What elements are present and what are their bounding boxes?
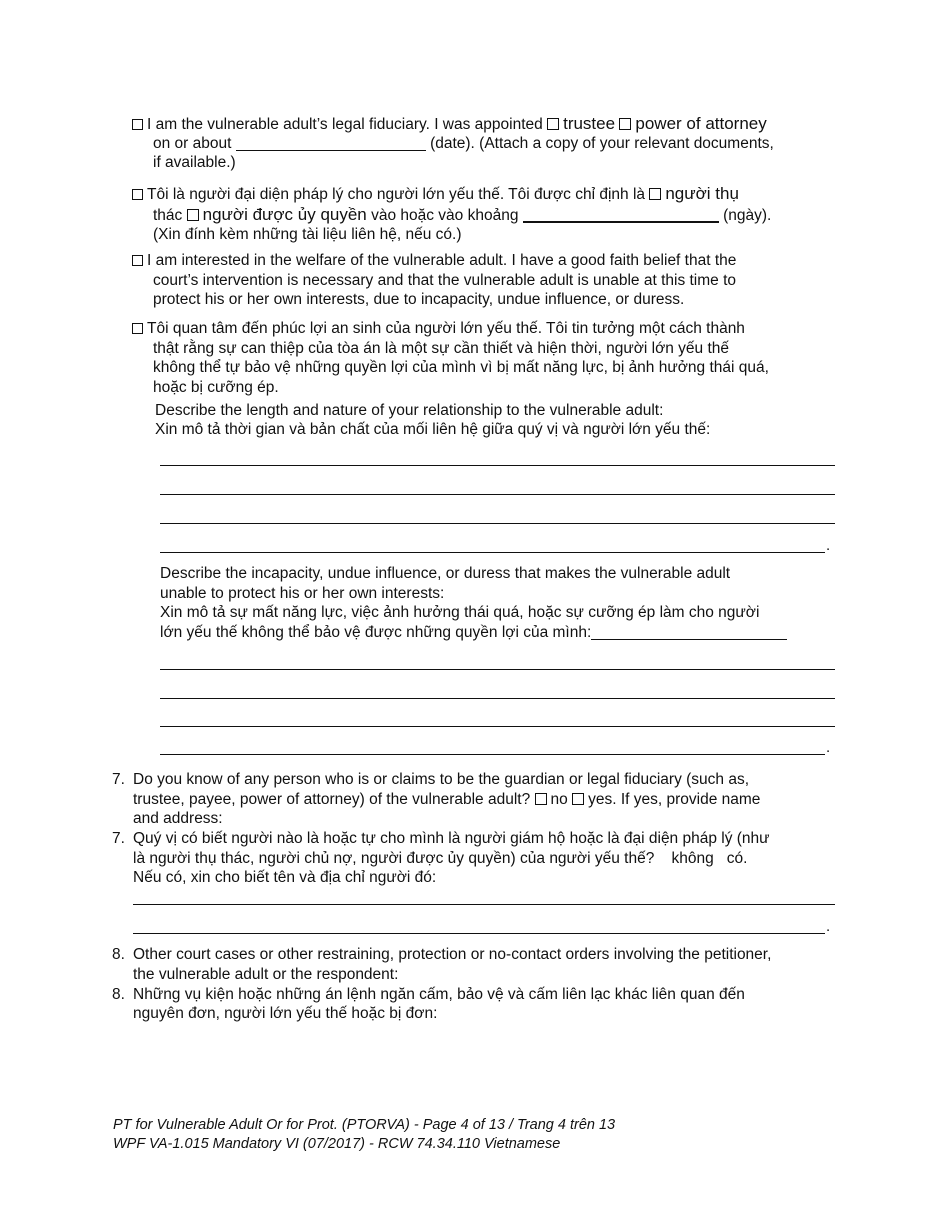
question-7-vi-line2: là người thụ thác, người chủ nợ, người được ủy quyền) của người yếu thế?	[133, 850, 655, 867]
question-number: 8.	[112, 986, 125, 1003]
q7-vi-no-label[interactable]: không	[671, 850, 714, 867]
relationship-answer-line[interactable]	[160, 465, 835, 466]
interested-vi-line2: thật rằng sự can thiệp của tòa án là một sự cần thiết và hiện thời, người lớn yếu thế	[153, 340, 730, 357]
footer-line2: WPF VA-1.015 Mandatory VI (07/2017) - RCW 74.34.110 Vietnamese	[113, 1136, 561, 1152]
fiduciary-vi-date-label: vào hoặc vào khoảng	[371, 207, 519, 224]
relationship-answer-line[interactable]	[160, 523, 835, 524]
question-8-vi-line1: Những vụ kiện hoặc những án lệnh ngăn cấm, bảo vệ và cấm liên lạc khác liên quan đến	[133, 986, 745, 1003]
fiduciary-vi-date-unit: (ngày).	[723, 207, 772, 224]
trustee-vi-label-cont: thác	[153, 207, 183, 224]
incapacity-prompt-vi1: Xin mô tả sự mất năng lực, việc ảnh hưởng thái quá, hoặc sự cưỡng ép làm cho người	[160, 604, 760, 621]
q7-vi-yes-label[interactable]: có.	[726, 850, 748, 867]
interested-en-line2: court’s intervention is necessary and that the vulnerable adult is unable at this time to	[153, 272, 737, 289]
interested-vi-line1: Tôi quan tâm đến phúc lợi an sinh của người lớn yếu thế. Tôi tin tưởng một cách thành	[147, 320, 745, 337]
incapacity-period: .	[826, 739, 831, 756]
power-of-attorney-vi-label: người được ủy quyền	[202, 205, 367, 224]
question-7-period: .	[826, 918, 831, 935]
question-7-en-line3: and address:	[133, 810, 223, 827]
fiduciary-en-date-field[interactable]	[236, 136, 426, 151]
fiduciary-en-date-label: on or about	[153, 135, 232, 152]
q7-yes-label: yes. If yes, provide name	[588, 791, 761, 808]
fiduciary-en-date-note: (date). (Attach a copy of your relevant documents,	[430, 135, 774, 152]
incapacity-inline-field[interactable]	[591, 625, 787, 640]
incapacity-answer-line[interactable]	[160, 754, 825, 755]
question-7-vi-line1: Quý vị có biết người nào là hoặc tự cho mình là người giám hộ hoặc là đại diện pháp lý (như	[133, 830, 770, 847]
incapacity-answer-line[interactable]	[160, 726, 835, 727]
question-8-vi-line2: nguyên đơn, người lớn yếu thế hoặc bị đơn:	[133, 1005, 438, 1022]
interested-vi-line3: không thể tự bảo vệ những quyền lợi của mình vì bị mất năng lực, bị ảnh hưởng thái quá,	[153, 359, 769, 376]
interested-en-line1: I am interested in the welfare of the vulnerable adult. I have a good faith belief that the	[147, 252, 737, 269]
fiduciary-vi-checkbox[interactable]	[132, 189, 143, 200]
power-of-attorney-label: power of attorney	[635, 114, 767, 133]
q7-no-label: no	[550, 791, 568, 808]
power-of-attorney-vi-checkbox[interactable]	[187, 209, 199, 221]
fiduciary-en-text: I am the vulnerable adult’s legal fiduciary. I was appointed	[147, 116, 543, 133]
trustee-vi-label: người thụ	[665, 184, 739, 203]
fiduciary-en-checkbox[interactable]	[132, 119, 143, 130]
interested-en-line3: protect his or her own interests, due to incapacity, undue influence, or duress.	[153, 291, 685, 308]
trustee-label: trustee	[563, 114, 616, 133]
fiduciary-vi-note: (Xin đính kèm những tài liệu liên hệ, nếu có.)	[153, 226, 462, 243]
question-number: 7.	[112, 830, 125, 847]
question-7-answer-line[interactable]	[133, 933, 825, 934]
incapacity-prompt-en1: Describe the incapacity, undue influence, or duress that makes the vulnerable adult	[160, 565, 731, 582]
relationship-prompt-en: Describe the length and nature of your relationship to the vulnerable adult:	[155, 402, 664, 419]
question-7-en-line2: trustee, payee, power of attorney) of the vulnerable adult?	[133, 791, 531, 808]
incapacity-prompt-en2: unable to protect his or her own interests:	[160, 585, 445, 602]
question-8-en-line1: Other court cases or other restraining, protection or no-contact orders involving the petitioner,	[133, 946, 772, 963]
relationship-period: .	[826, 537, 831, 554]
question-7-answer-line[interactable]	[133, 904, 835, 905]
interested-en-checkbox[interactable]	[132, 255, 143, 266]
fiduciary-vi-date-field[interactable]	[523, 207, 719, 223]
q7-yes-checkbox[interactable]	[572, 793, 584, 805]
incapacity-answer-line[interactable]	[160, 698, 835, 699]
footer-line1: PT for Vulnerable Adult Or for Prot. (PTORVA) - Page 4 of 13 / Trang 4 trên 13	[113, 1117, 616, 1133]
incapacity-answer-line[interactable]	[160, 669, 835, 670]
question-7-en-line1: Do you know of any person who is or claims to be the guardian or legal fiduciary (such as,	[133, 771, 750, 788]
trustee-vi-checkbox[interactable]	[649, 188, 661, 200]
incapacity-prompt-vi2: lớn yếu thế không thể bảo vệ được những quyền lợi của mình:	[160, 624, 592, 641]
question-number: 7.	[112, 771, 125, 788]
power-of-attorney-checkbox[interactable]	[619, 118, 631, 130]
fiduciary-en-note: if available.)	[153, 154, 236, 171]
interested-vi-line4: hoặc bị cưỡng ép.	[153, 379, 279, 396]
interested-vi-checkbox[interactable]	[132, 323, 143, 334]
relationship-answer-line[interactable]	[160, 552, 825, 553]
relationship-prompt-vi: Xin mô tả thời gian và bản chất của mối liên hệ giữa quý vị và người lớn yếu thế:	[155, 421, 711, 438]
question-7-vi-line3: Nếu có, xin cho biết tên và địa chỉ người đó:	[133, 869, 437, 886]
q7-no-checkbox[interactable]	[535, 793, 547, 805]
relationship-answer-line[interactable]	[160, 494, 835, 495]
trustee-checkbox[interactable]	[547, 118, 559, 130]
fiduciary-vi-text: Tôi là người đại diện pháp lý cho người lớn yếu thế. Tôi được chỉ định là	[147, 186, 646, 203]
question-8-en-line2: the vulnerable adult or the respondent:	[133, 966, 399, 983]
question-number: 8.	[112, 946, 125, 963]
